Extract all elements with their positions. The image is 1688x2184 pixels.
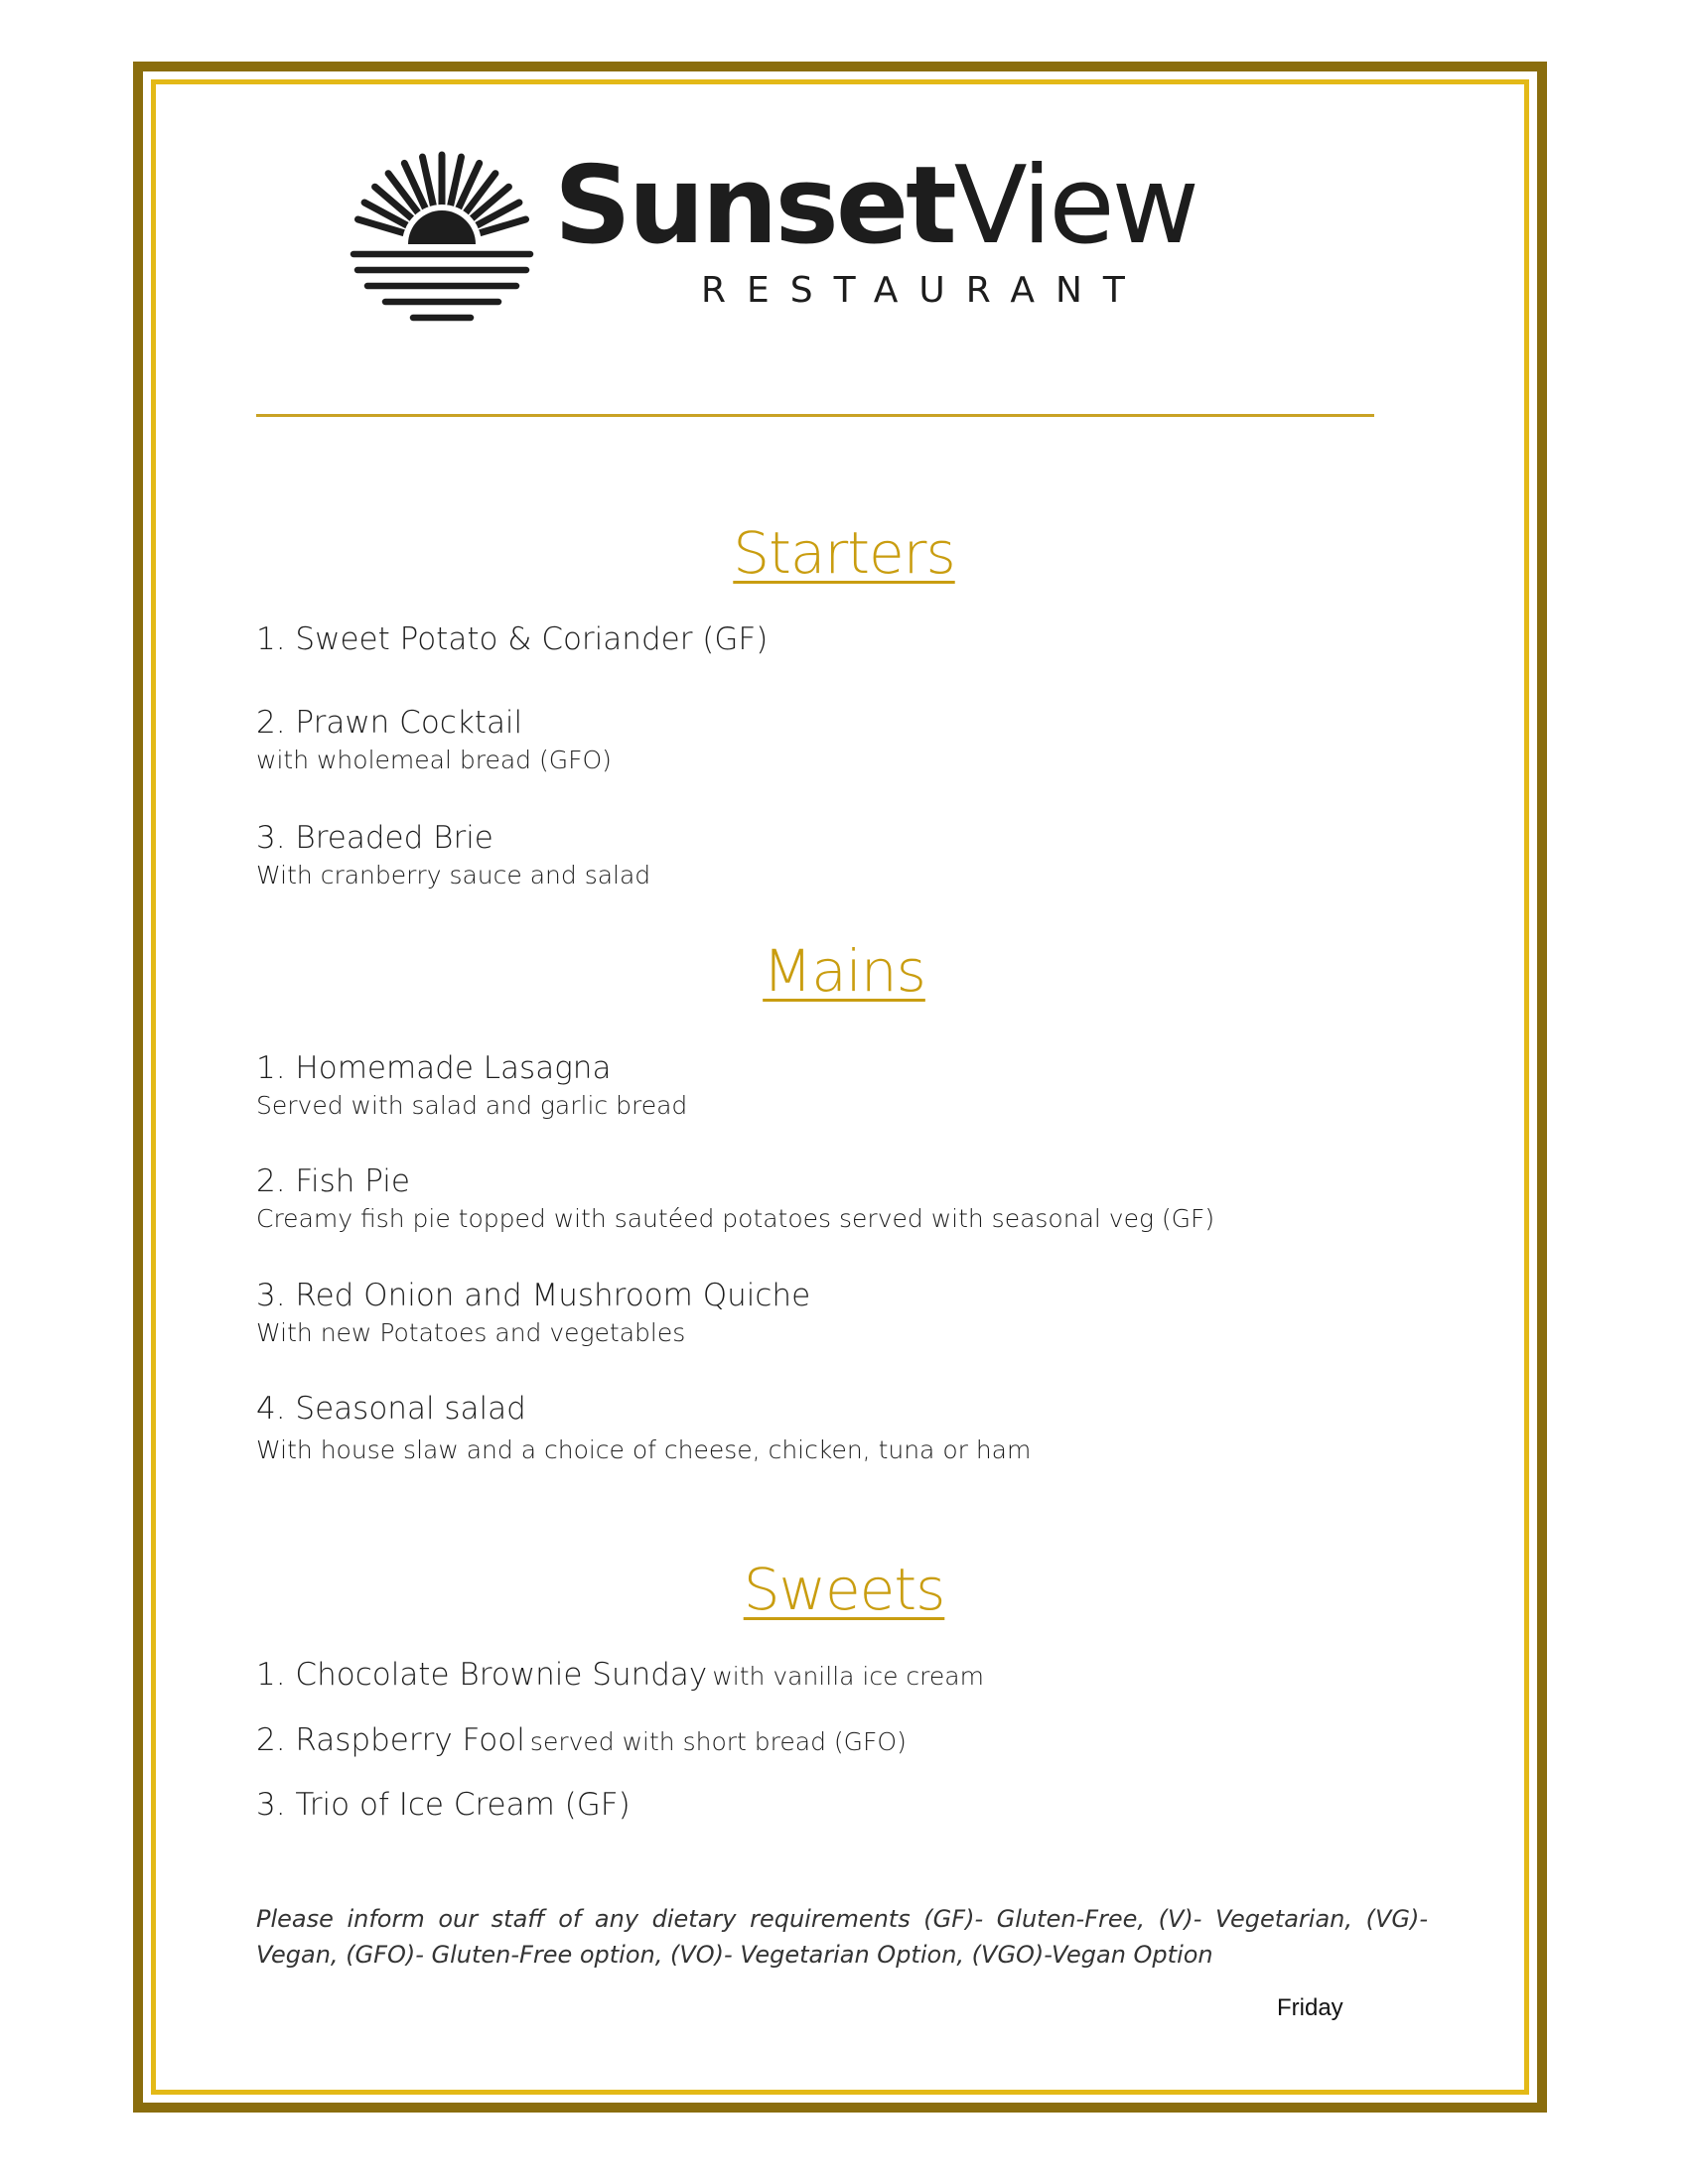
- item-name: 1. Chocolate Brownie Sunday: [256, 1657, 708, 1693]
- item-description: With new Potatoes and vegetables: [256, 1318, 686, 1347]
- sunset-icon: [348, 147, 536, 326]
- item-description: Served with salad and garlic bread: [256, 1091, 688, 1120]
- item-name: 4. Seasonal salad: [256, 1391, 526, 1427]
- item-description: With house slaw and a choice of cheese, chicken, tuna or ham: [256, 1435, 1032, 1464]
- menu-item-sweet-1: [256, 1655, 1477, 1695]
- restaurant-logo: [348, 144, 1301, 326]
- section-title-starters: Starters: [733, 519, 955, 587]
- menu-day: Friday: [1277, 1994, 1343, 2021]
- menu-item-main-3: [256, 1276, 1477, 1351]
- item-name: 2. Raspberry Fool: [256, 1722, 525, 1758]
- item-name: 2. Fish Pie: [256, 1163, 410, 1199]
- item-name: 1. Homemade Lasagna: [256, 1050, 612, 1086]
- logo-name-bold: Sunset: [554, 144, 954, 268]
- item-name: 3. Breaded Brie: [256, 820, 493, 856]
- item-name: 1. Sweet Potato & Coriander (GF): [256, 621, 769, 657]
- item-name: 3. Red Onion and Mushroom Quiche: [256, 1278, 811, 1313]
- item-description: with wholemeal bread (GFO): [256, 746, 612, 774]
- header-divider: [256, 414, 1374, 417]
- logo-subtitle: RESTAURANT: [701, 270, 1146, 311]
- item-description: with vanilla ice cream: [712, 1662, 984, 1691]
- section-title-mains: Mains: [763, 937, 925, 1005]
- logo-name-light: View: [953, 144, 1197, 268]
- menu-item-sweet-3: [256, 1785, 1477, 1825]
- menu-item-starter-2: [256, 703, 1477, 778]
- section-title-sweets: Sweets: [743, 1556, 945, 1623]
- menu-item-main-2: [256, 1161, 1477, 1237]
- item-description: With cranberry sauce and salad: [256, 861, 651, 889]
- menu-item-starter-1: [256, 619, 1477, 659]
- item-description: Creamy fish pie topped with sautéed potatoes served with seasonal veg (GF): [256, 1204, 1215, 1233]
- logo-wordmark: [554, 144, 1197, 268]
- menu-item-main-1: [256, 1048, 1477, 1124]
- menu-item-main-4: [256, 1389, 1477, 1468]
- item-description: served with short bread (GFO): [529, 1727, 907, 1756]
- menu-item-sweet-2: [256, 1720, 1477, 1760]
- menu-item-starter-3: [256, 818, 1477, 893]
- item-name: 2. Prawn Cocktail: [256, 705, 523, 741]
- dietary-note: Please inform our staff of any dietary requirements (GF)- Gluten-Free, (V)- Vegetarian, (VG)- Vegan, (GFO)- Gluten-Free option, (VO)- Vegetarian Option, (VGO)-Vegan Option: [256, 1905, 1428, 1969]
- item-name: 3. Trio of Ice Cream (GF): [256, 1787, 631, 1823]
